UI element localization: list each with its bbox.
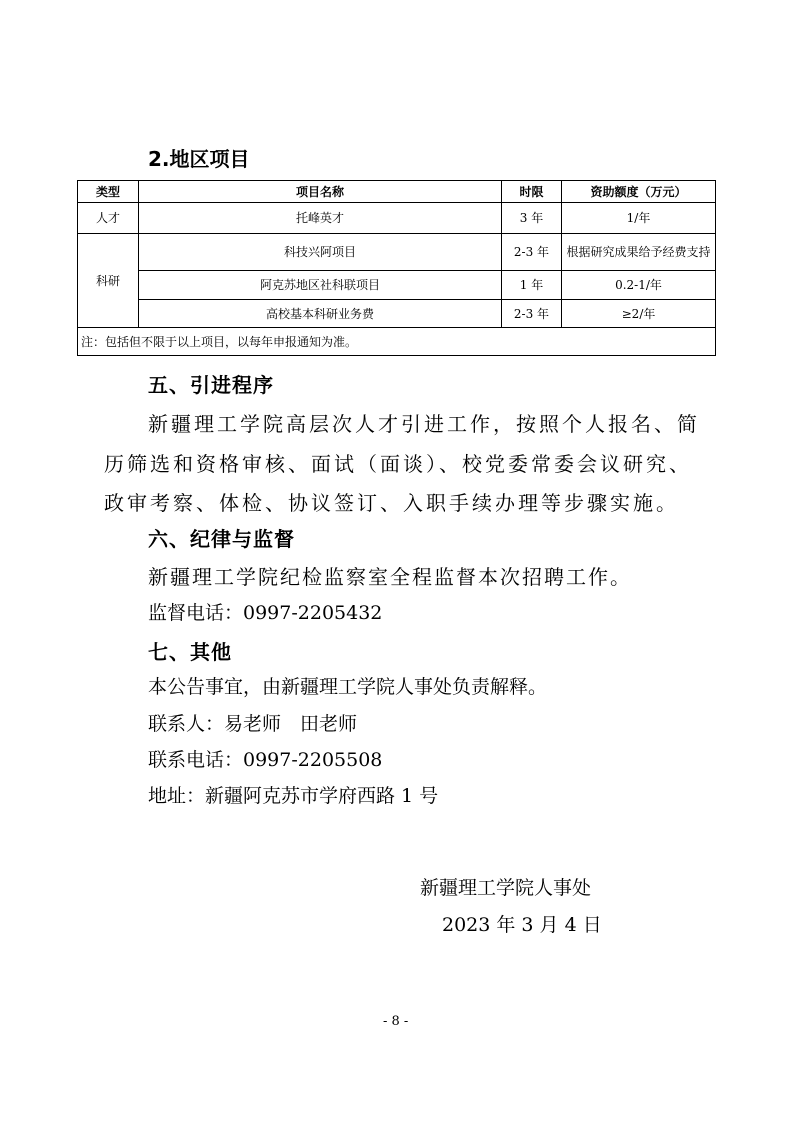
header-duration: 时限 bbox=[502, 181, 562, 203]
procedure-line-3: 政审考察、体检、协议签订、入职手续办理等步骤实施。 bbox=[104, 491, 679, 515]
row-category: 人才 bbox=[78, 203, 139, 234]
row-amount: 根据研究成果给予经费支持 bbox=[562, 234, 716, 271]
row-amount: 0.2-1/年 bbox=[562, 271, 716, 300]
heading-discipline: 六、纪律与监督 bbox=[148, 527, 295, 551]
table-note: 注：包括但不限于以上项目，以每年申报通知为准。 bbox=[78, 328, 716, 356]
row-name: 高校基本科研业务费 bbox=[139, 300, 502, 328]
procedure-line-2: 历筛选和资格审核、面试（面谈）、校党委常委会议研究、 bbox=[104, 452, 692, 476]
row-category: 科研 bbox=[78, 234, 139, 328]
table-row bbox=[78, 271, 716, 300]
projects-table bbox=[77, 180, 716, 356]
section-title: 2.地区项目 bbox=[148, 147, 250, 171]
header-category: 类型 bbox=[78, 181, 139, 203]
row-amount: ≥2/年 bbox=[562, 300, 716, 328]
other-line: 本公告事宜，由新疆理工学院人事处负责解释。 bbox=[148, 676, 548, 698]
heading-other: 七、其他 bbox=[148, 640, 232, 664]
table-row bbox=[78, 300, 716, 328]
header-amount: 资助额度（万元） bbox=[562, 181, 716, 203]
contact-phone: 联系电话：0997-2205508 bbox=[148, 749, 383, 771]
procedure-line-1: 新疆理工学院高层次人才引进工作，按照个人报名、简 bbox=[148, 412, 700, 436]
table-row bbox=[78, 234, 716, 271]
row-amount: 1/年 bbox=[562, 203, 716, 234]
signature-org: 新疆理工学院人事处 bbox=[420, 877, 592, 899]
contact-address: 地址：新疆阿克苏市学府西路 1 号 bbox=[148, 785, 439, 807]
row-name: 阿克苏地区社科联项目 bbox=[139, 271, 502, 300]
row-duration: 2-3 年 bbox=[502, 300, 562, 328]
row-name: 托峰英才 bbox=[139, 203, 502, 234]
contact-persons: 联系人：易老师 田老师 bbox=[148, 713, 358, 735]
heading-procedure: 五、引进程序 bbox=[148, 373, 274, 397]
row-duration: 1 年 bbox=[502, 271, 562, 300]
row-duration: 3 年 bbox=[502, 203, 562, 234]
table-row bbox=[78, 203, 716, 234]
row-name: 科技兴阿项目 bbox=[139, 234, 502, 271]
table-note-row bbox=[78, 328, 716, 356]
signature-date: 2023 年 3 月 4 日 bbox=[442, 914, 602, 936]
header-name: 项目名称 bbox=[139, 181, 502, 203]
table-header-row bbox=[78, 181, 716, 203]
row-duration: 2-3 年 bbox=[502, 234, 562, 271]
supervision-phone: 监督电话：0997-2205432 bbox=[148, 602, 383, 624]
page-number: - 8 - bbox=[383, 1014, 409, 1029]
discipline-line: 新疆理工学院纪检监察室全程监督本次招聘工作。 bbox=[148, 565, 632, 589]
